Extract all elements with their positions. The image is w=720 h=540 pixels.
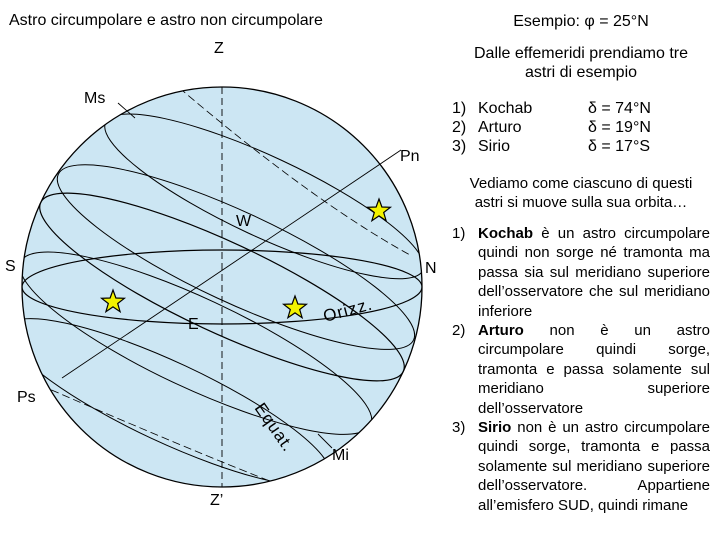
item-star-name: Arturo [478, 322, 524, 340]
item-number: 3) [452, 419, 466, 437]
star-name: Arturo [478, 119, 522, 136]
list-item [452, 224, 710, 321]
list-item [452, 418, 710, 515]
item-number: 1) [452, 225, 466, 242]
item-text: è un astro circumpolare quindi non sorge né tramonta ma passa sia sul meridiano superiore dell’osservatore che sul meridiano inferiore [478, 225, 710, 320]
east-label: E [188, 316, 199, 333]
star-number: 1) [452, 100, 467, 117]
title: Astro circumpolare e astro non circumpolare [9, 12, 323, 29]
west-label: W [236, 213, 252, 230]
south-pole-label: Ps [17, 389, 36, 406]
horizon-label: Orizz. [321, 294, 375, 326]
item-number: 2) [452, 322, 466, 340]
north-label: N [425, 260, 437, 277]
item-star-name: Sirio [478, 419, 512, 437]
zenith-label: Z [214, 40, 224, 57]
star-name: Sirio [478, 138, 511, 155]
example-heading: Esempio: φ = 25°N [513, 13, 649, 30]
star-declination: δ = 74°N [588, 100, 651, 117]
upper-meridian-label: Ms [84, 90, 106, 107]
star-row [452, 99, 710, 118]
star-name: Kochab [478, 100, 533, 117]
star-table [452, 99, 710, 156]
star-declination: δ = 19°N [588, 119, 651, 136]
lower-meridian-label: Mi [332, 447, 349, 464]
item-star-name: Kochab [478, 225, 534, 242]
nadir-label: Z’ [210, 492, 224, 509]
star-row [452, 137, 710, 156]
star-row [452, 118, 710, 137]
item-text: non è un astro circumpolare quindi sorge, tramonta e passa solamente sul meridiano superiore dell’osservatore [478, 322, 710, 417]
example-intro: Dalle effemeridi prendiamo tre astri di esempio [473, 45, 689, 81]
north-pole-label: Pn [400, 148, 420, 165]
star-number: 3) [452, 138, 467, 155]
item-text: non è un astro circumpolare quindi sorge, tramonta e passa solamente sul meridiano superiore dell’osservatore. Appartiene all’emisfero SUD, quindi rimane [478, 419, 710, 514]
list-item [452, 321, 710, 418]
lead-text: Vediamo come ciascuno di questi astri si muove sulla sua orbita… [469, 175, 693, 211]
explanation-list [452, 224, 710, 515]
star-declination: δ = 17°S [588, 138, 651, 155]
south-label: S [5, 258, 16, 275]
example-panel [452, 12, 710, 515]
star-number: 2) [452, 119, 467, 136]
equator-label: Equat. [250, 399, 298, 456]
